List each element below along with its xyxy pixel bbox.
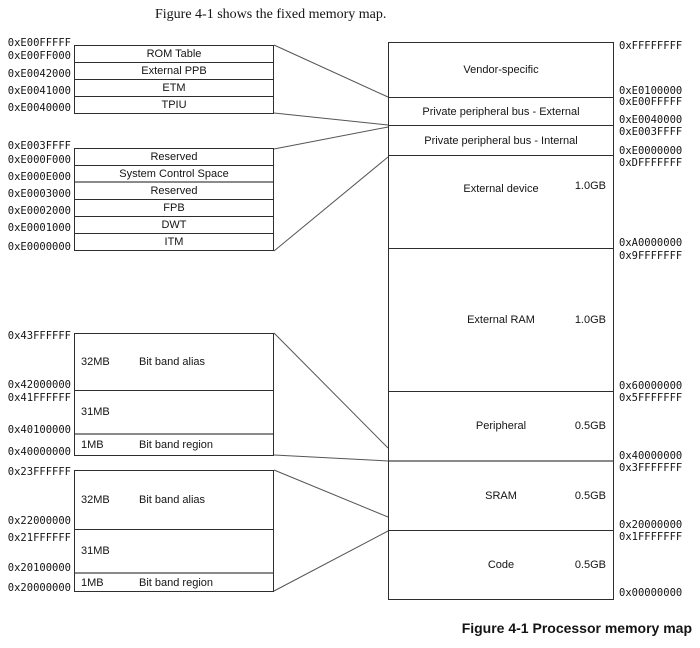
- memory-row-tpiu: TPIU: [161, 99, 187, 111]
- address-label: 0x5FFFFFFF: [619, 392, 683, 404]
- connector-ppb-internal-bottom: [274, 157, 388, 251]
- address-label: 0xE0003000: [7, 188, 71, 200]
- region-name-label: Bit band region: [139, 439, 213, 451]
- address-label: 0x23FFFFFF: [7, 466, 71, 478]
- connector-peripheral-bitband-bottom: [274, 455, 388, 461]
- address-label: 0x22000000: [7, 515, 71, 527]
- connector-ppb-external-bottom: [274, 113, 388, 125]
- connector-ppb-external-top: [274, 45, 388, 97]
- memory-row-bitband-region: [75, 574, 273, 591]
- memory-row-rom-table: ROM Table: [75, 46, 273, 63]
- address-label: 0x40100000: [7, 424, 71, 436]
- memory-row-dwt: DWT: [75, 217, 273, 234]
- memory-row-fpb: FPB: [75, 200, 273, 217]
- connector-sram-bitband-top: [274, 470, 388, 517]
- address-label: 0xE0040000: [7, 102, 71, 114]
- memory-row-etm: ETM: [75, 80, 273, 97]
- region-ppb-internal: [389, 126, 613, 156]
- address-label: 0x20000000: [619, 519, 683, 531]
- region-label: SRAM: [485, 490, 517, 502]
- connector-sram-bitband-bottom: [274, 531, 388, 591]
- address-label: 0xE003FFFF: [7, 140, 71, 152]
- address-label: 0xE0001000: [7, 222, 71, 234]
- address-label: 0xE003FFFF: [619, 126, 683, 138]
- region-size-label: 31MB: [81, 545, 110, 557]
- memory-row-bitband-alias: [75, 471, 273, 530]
- address-label: 0x3FFFFFFF: [619, 462, 683, 474]
- address-label: 0x40000000: [619, 450, 683, 462]
- region-code: [389, 531, 613, 599]
- address-label: 0x1FFFFFFF: [619, 531, 683, 543]
- memory-row-31mb: [75, 391, 273, 435]
- address-label: 0xE0000000: [619, 145, 683, 157]
- region-size-label: 0.5GB: [574, 559, 606, 571]
- address-label: 0xE000E000: [7, 171, 71, 183]
- address-label: 0xE00FFFFF: [619, 96, 683, 108]
- region-label: Private peripheral bus - Internal: [424, 134, 578, 147]
- region-label: Peripheral: [475, 420, 527, 432]
- address-label: 0x41FFFFFF: [7, 392, 71, 404]
- address-label: 0xE0002000: [7, 205, 71, 217]
- processor-memory-map-block: [388, 42, 614, 600]
- region-size-label: 1.0GB: [574, 314, 606, 326]
- region-size-label: 1.0GB: [574, 180, 606, 192]
- region-size-label: 1MB: [81, 439, 104, 451]
- figure-caption: Figure 4-1 Processor memory map: [461, 620, 692, 636]
- region-label: Vendor-specific: [463, 64, 539, 76]
- region-sram: [389, 462, 613, 531]
- region-size-label: 0.5GB: [574, 490, 606, 502]
- address-label: 0x40000000: [7, 446, 71, 458]
- connector-ppb-internal-top: [274, 127, 388, 149]
- memory-row-bitband-region: [75, 435, 273, 455]
- memory-row-reserved-2: Reserved: [75, 183, 273, 200]
- connector-peripheral-bitband-top: [274, 333, 388, 448]
- region-external-ram: [389, 249, 613, 392]
- region-size-label: 31MB: [81, 406, 110, 418]
- address-label: 0x21FFFFFF: [7, 532, 71, 544]
- address-label: 0xE0041000: [7, 85, 71, 97]
- address-label: 0xA0000000: [619, 237, 683, 249]
- region-external-device: [389, 156, 613, 249]
- address-label: 0xE00FF000: [7, 50, 71, 62]
- region-size-label: 32MB: [81, 356, 110, 368]
- memory-row-system-control-space: System Control Space: [75, 166, 273, 183]
- memory-row-reserved-1: Reserved: [75, 149, 273, 166]
- address-label: 0xE0100000: [619, 85, 683, 97]
- address-label: 0xFFFFFFFF: [619, 40, 683, 52]
- address-label: 0x42000000: [7, 379, 71, 391]
- address-label: 0x20100000: [7, 562, 71, 574]
- address-label: 0xE0040000: [619, 114, 683, 126]
- address-label: 0xDFFFFFFF: [619, 157, 683, 169]
- address-label: 0xE0042000: [7, 68, 71, 80]
- memory-row-31mb: [75, 530, 273, 574]
- figure-intro-text: Figure 4-1 shows the fixed memory map.: [155, 7, 387, 22]
- region-size-label: 1MB: [81, 576, 104, 589]
- region-name-label: Bit band region: [139, 576, 213, 589]
- address-label: 0xE0000000: [7, 241, 71, 253]
- region-label: Private peripheral bus - External: [422, 105, 580, 118]
- ppb-internal-detail-block: [74, 148, 274, 251]
- address-label: 0x00000000: [619, 587, 683, 599]
- region-vendor-specific: [389, 43, 613, 98]
- peripheral-bitband-block: [74, 333, 274, 456]
- region-ppb-external: [389, 98, 613, 126]
- region-label: External RAM: [467, 314, 535, 326]
- region-name-label: Bit band alias: [139, 356, 206, 368]
- address-label: 0xE00FFFFF: [7, 37, 71, 49]
- address-label: 0xE000F000: [7, 154, 71, 166]
- memory-row-bitband-alias: [75, 334, 273, 391]
- memory-row-itm: ITM: [164, 236, 184, 248]
- region-peripheral: [389, 392, 613, 462]
- region-name-label: Bit band alias: [139, 494, 206, 506]
- address-label: 0x9FFFFFFF: [619, 250, 683, 262]
- memory-row-external-ppb: External PPB: [75, 63, 273, 80]
- address-label: 0x20000000: [7, 582, 71, 594]
- ppb-external-detail-block: [74, 45, 274, 114]
- address-label: 0x43FFFFFF: [7, 330, 71, 342]
- region-size-label: 32MB: [81, 494, 110, 506]
- address-label: 0x60000000: [619, 380, 683, 392]
- region-size-label: 0.5GB: [574, 420, 606, 432]
- region-label: Code: [487, 559, 515, 571]
- region-label: External device: [463, 183, 539, 195]
- sram-bitband-block: [74, 470, 274, 592]
